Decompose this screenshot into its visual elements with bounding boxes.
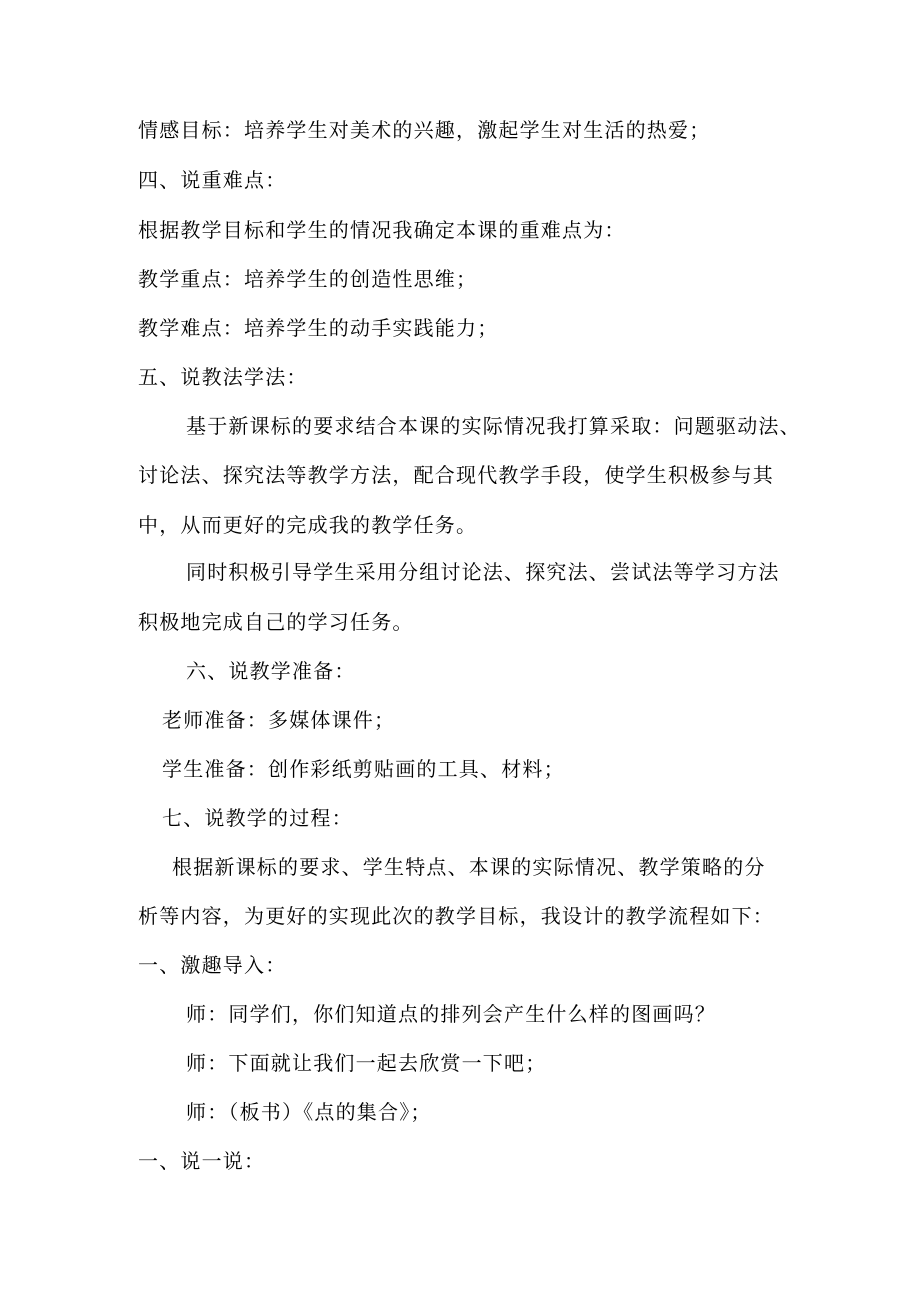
paragraph-methods-line-1: 基于新课标的要求结合本课的实际情况我打算采取：问题驱动法、	[186, 414, 801, 438]
paragraph-teacher-question: 师：同学们，你们知道点的排列会产生什么样的图画吗？	[186, 1002, 716, 1026]
paragraph-key-points-intro: 根据教学目标和学生的情况我确定本课的重难点为：	[138, 218, 626, 242]
heading-teaching-process: 七、说教学的过程：	[162, 806, 353, 830]
paragraph-learning-methods-line-1: 同时积极引导学生采用分组讨论法、探究法、尝试法等学习方法	[186, 560, 780, 584]
paragraph-teacher-board: 师：（板书）《点的集合》；	[186, 1100, 432, 1124]
heading-methods: 五、说教法学法：	[138, 365, 308, 389]
paragraph-teacher-preparation: 老师准备：多媒体课件；	[162, 708, 396, 732]
paragraph-process-line-1: 根据新课标的要求、学生特点、本课的实际情况、教学策略的分	[172, 855, 766, 879]
paragraph-methods-line-3: 中，从而更好的完成我的教学任务。	[138, 513, 478, 537]
heading-preparation: 六、说教学准备：	[186, 659, 356, 683]
paragraph-learning-methods-line-2: 积极地完成自己的学习任务。	[138, 610, 414, 634]
paragraph-emotion-goal: 情感目标：培养学生对美术的兴趣，激起学生对生活的热爱；	[138, 118, 711, 142]
heading-talk: 一、说一说：	[138, 1149, 266, 1173]
paragraph-process-line-2: 析等内容，为更好的实现此次的教学目标，我设计的教学流程如下：	[138, 904, 774, 928]
paragraph-teacher-invite: 师：下面就让我们一起去欣赏一下吧；	[186, 1051, 547, 1075]
heading-introduction: 一、激趣导入：	[138, 953, 287, 977]
paragraph-student-preparation: 学生准备：创作彩纸剪贴画的工具、材料；	[162, 757, 565, 781]
paragraph-teaching-focus: 教学重点：培养学生的创造性思维；	[138, 267, 478, 291]
paragraph-methods-line-2: 讨论法、探究法等教学方法，配合现代教学手段，使学生积极参与其	[138, 463, 774, 487]
paragraph-teaching-difficulty: 教学难点：培养学生的动手实践能力；	[138, 316, 499, 340]
heading-key-points: 四、说重难点：	[138, 168, 287, 192]
